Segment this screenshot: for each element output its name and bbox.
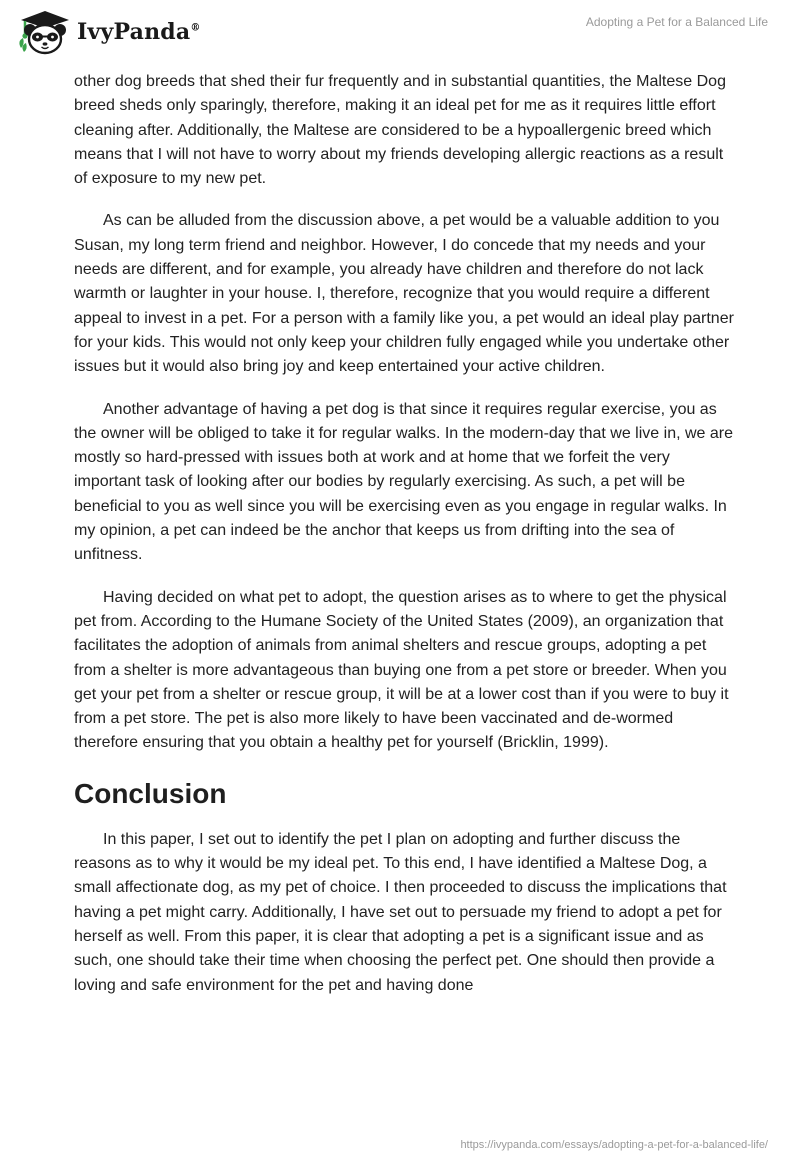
- source-url[interactable]: https://ivypanda.com/essays/adopting-a-pet-for-a-balanced-life/: [460, 1139, 768, 1151]
- document-title: Adopting a Pet for a Balanced Life: [585, 15, 768, 29]
- page-header: [0, 0, 800, 60]
- brand-name: IvyPanda®: [77, 19, 201, 45]
- essay-body: [74, 70, 734, 1016]
- conclusion-paragraph: In this paper, I set out to identify the pet I plan on adopting and further discuss the reasons as to why it would be my ideal pet. To this end, I have identified a Maltese Dog, a small affectionate dog, as my pet of choice. I then proceeded to discuss the implications that having a pet might carry. Additionally, I have set out to persuade my friend to adopt a pet for herself as well. From this paper, it is clear that adopting a pet is a significant issue and as such, one should take their time when choosing the perfect pet. One should then provide a loving and safe environment for the pet and having done: [74, 830, 727, 994]
- panda-graduate-icon: [15, 8, 73, 56]
- section-heading-conclusion: Conclusion: [74, 777, 227, 809]
- paragraph: Another advantage of having a pet dog is that since it requires regular exercise, you as the owner will be obliged to take it for regular walks. In the modern-day that we live in, we are mostly so hard-pressed with issues both at work and at home that we forfeit the very important task of looking after our bodies by regularly exercising. As such, a pet will be beneficial to you as well since you will be exercising even as you engage in regular walks. In my opinion, a pet can indeed be the anchor that keeps us from drifting into the sea of unfitness.: [74, 400, 733, 564]
- paragraph: Having decided on what pet to adopt, the question arises as to where to get the physical pet from. According to the Humane Society of the United States (2009), an organization that facilitates the adoption of animals from animal shelters and rescue groups, adopting a pet from a shelter is more advantageous than buying one from a pet store or breeder. When you get your pet from a shelter or rescue group, it will be at a lower cost than if you were to buy it from a pet store. The pet is also more likely to have been vaccinated and de-wormed therefore ensuring that you obtain a healthy pet for yourself (Bricklin, 1999).: [74, 588, 729, 752]
- ivypanda-logo[interactable]: [15, 8, 201, 56]
- paragraph-continued: other dog breeds that shed their fur frequently and in substantial quantities, the Maltese Dog breed sheds only sparingly, therefore, making it an ideal pet for me as it requires little effort cleaning after. Additionally, the Maltese are considered to be a hypoallergenic breed which means that I will not have to worry about my friends developing allergic reactions as a result of exposure to my new pet.: [74, 73, 726, 188]
- paragraph: As can be alluded from the discussion above, a pet would be a valuable addition to you Susan, my long term friend and neighbor. However, I do concede that my needs and your needs are different, and for example, you already have children and therefore do not lack warmth or laughter in your house. I, therefore, recognize that you would require a different appeal to invest in a pet. For a person with a family like you, a pet would an ideal play partner for your kids. This would not only keep your children fully engaged while you undertake other issues but it would also bring joy and keep entertained your active children.: [74, 212, 734, 376]
